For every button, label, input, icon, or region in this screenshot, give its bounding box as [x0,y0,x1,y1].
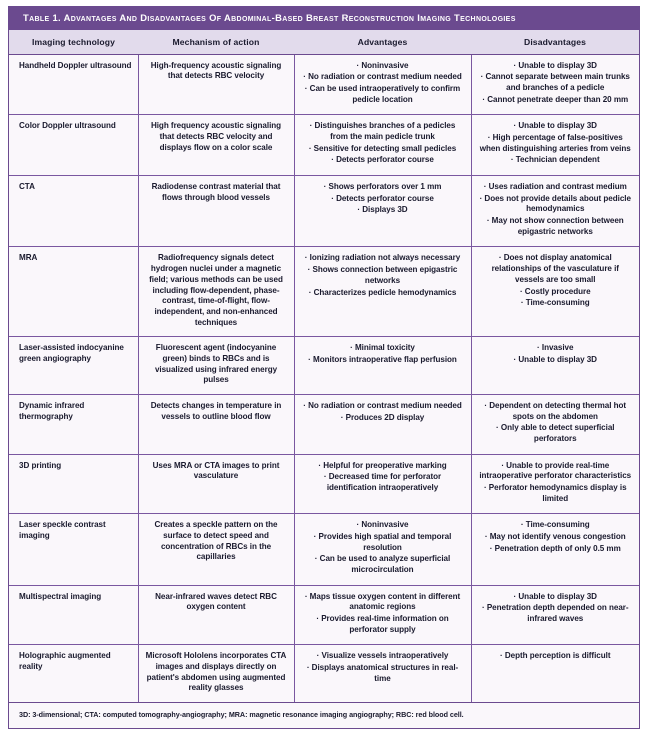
table-title: Table 1. Advantages And Disadvantages Of Abdominal-Based Breast Reconstruction Imaging Technologies [9,6,639,30]
cell-technology: Color Doppler ultrasound [9,115,138,176]
cell-advantages [294,337,471,395]
bullet-list [301,182,465,216]
bullet-list [478,343,634,365]
cell-disadvantages [471,454,639,514]
bullet-list [478,461,634,505]
bullet-item: · Displays 3D [301,205,465,216]
cell-technology: Laser-assisted indocyanine green angiography [9,337,138,395]
bullet-list [301,520,465,575]
bullet-item: · Characterizes pedicle hemodynamics [301,288,465,299]
cell-disadvantages [471,247,639,337]
bullet-item: · Only able to detect superficial perforators [478,423,634,444]
table-row [9,394,639,454]
cell-advantages [294,514,471,585]
table-row [9,247,639,337]
bullet-list [478,401,634,445]
cell-technology: MRA [9,247,138,337]
table-row [9,176,639,247]
cell-mechanism: Uses MRA or CTA images to print vasculature [138,454,294,514]
bullet-list [301,343,465,365]
bullet-list [478,121,634,166]
bullet-list [478,651,634,662]
cell-mechanism: Near-infrared waves detect RBC oxygen content [138,585,294,645]
bullet-item: · Shows connection between epigastric networks [301,265,465,286]
bullet-item: · Penetration depth of only 0.5 mm [478,544,634,555]
table-row [9,585,639,645]
bullet-list [301,461,465,494]
cell-disadvantages [471,645,639,703]
bullet-list [478,592,634,625]
table-row [9,454,639,514]
bullet-item: · High percentage of false-positives when distinguishing arteries from veins [478,133,634,154]
bullet-item: · Maps tissue oxygen content in different anatomic regions [301,592,465,613]
cell-technology: Multispectral imaging [9,585,138,645]
cell-mechanism: High-frequency acoustic signaling that detects RBC velocity [138,54,294,115]
bullet-item: · Uses radiation and contrast medium [478,182,634,193]
cell-disadvantages [471,337,639,395]
column-header-technology: Imaging technology [9,30,138,55]
bullet-item: · Minimal toxicity [301,343,465,354]
bullet-item: · Perforator hemodynamics display is limited [478,483,634,504]
cell-advantages [294,115,471,176]
table-row [9,115,639,176]
cell-mechanism: Creates a speckle pattern on the surface to detect speed and concentration of RBCs in the capillaries [138,514,294,585]
cell-disadvantages [471,54,639,115]
cell-advantages [294,645,471,703]
bullet-item: · Cannot separate between main trunks and branches of a pedicle [478,72,634,93]
table-body [9,54,639,702]
cell-advantages [294,585,471,645]
bullet-item: · No radiation or contrast medium needed [301,401,465,412]
cell-technology: Dynamic infrared thermography [9,394,138,454]
bullet-item: · Provides high spatial and temporal resolution [301,532,465,553]
bullet-list [478,182,634,237]
bullet-item: · Unable to provide real-time intraoperative perforator characteristics [478,461,634,482]
cell-advantages [294,394,471,454]
bullet-item: · Unable to display 3D [478,592,634,603]
table-row [9,645,639,703]
bullet-item: · Penetration depth depended on near-infrared waves [478,603,634,624]
cell-advantages [294,176,471,247]
bullet-item: · Provides real-time information on perforator supply [301,614,465,635]
cell-mechanism: Microsoft Hololens incorporates CTA images and displays directly on patient's abdomen using augmented reality glasses [138,645,294,703]
table-row [9,337,639,395]
cell-mechanism: High frequency acoustic signaling that detects RBC velocity and displays flow on a color scale [138,115,294,176]
cell-disadvantages [471,394,639,454]
bullet-list [301,61,465,106]
bullet-item: · Detects perforator course [301,194,465,205]
bullet-list [478,520,634,554]
bullet-item: · Does not provide details about pedicle hemodynamics [478,194,634,215]
bullet-item: · Technician dependent [478,155,634,166]
bullet-item: · Can be used intraoperatively to confirm pedicle location [301,84,465,105]
bullet-item: · No radiation or contrast medium needed [301,72,465,83]
bullet-item: · Dependent on detecting thermal hot spots on the abdomen [478,401,634,422]
cell-disadvantages [471,176,639,247]
bullet-item: · Costly procedure [478,287,634,298]
cell-technology: CTA [9,176,138,247]
bullet-list [301,592,465,636]
column-header-mechanism: Mechanism of action [138,30,294,55]
bullet-item: · Time-consuming [478,520,634,531]
bullet-item: · Noninvasive [301,520,465,531]
bullet-item: · Noninvasive [301,61,465,72]
bullet-list [301,401,465,423]
cell-mechanism: Detects changes in temperature in vessels to outline blood flow [138,394,294,454]
cell-mechanism: Radiofrequency signals detect hydrogen nuclei under a magnetic field; various methods can be used including flow-dependent, phase-contrast, time-of-flight, flow-independent, and non-enhanced techniques [138,247,294,337]
imaging-technologies-table [9,30,639,703]
bullet-item: · Detects perforator course [301,155,465,166]
bullet-item: · Distinguishes branches of a pedicles from the main pedicle trunk [301,121,465,142]
cell-disadvantages [471,115,639,176]
bullet-list [478,253,634,308]
bullet-item: · Decreased time for perforator identification intraoperatively [301,472,465,493]
bullet-item: · May not identify venous congestion [478,532,634,543]
bullet-item: · Produces 2D display [301,413,465,424]
bullet-item: · Shows perforators over 1 mm [301,182,465,193]
cell-mechanism: Fluorescent agent (indocyanine green) binds to RBCs and is visualized using infrared energy pulses [138,337,294,395]
cell-technology: Handheld Doppler ultrasound [9,54,138,115]
bullet-item: · Unable to display 3D [478,61,634,72]
bullet-item: · Depth perception is difficult [478,651,634,662]
bullet-item: · Unable to display 3D [478,121,634,132]
table-row [9,54,639,115]
table-header-row [9,30,639,55]
bullet-list [478,61,634,106]
bullet-item: · Displays anatomical structures in real-time [301,663,465,684]
cell-technology: 3D printing [9,454,138,514]
bullet-item: · Can be used to analyze superficial microcirculation [301,554,465,575]
bullet-item: · Does not display anatomical relationships of the vasculature if vessels are too small [478,253,634,285]
bullet-list [301,651,465,684]
cell-advantages [294,454,471,514]
table-row [9,514,639,585]
column-header-advantages: Advantages [294,30,471,55]
column-header-disadvantages: Disadvantages [471,30,639,55]
bullet-item: · Invasive [478,343,634,354]
bullet-list [301,121,465,166]
cell-disadvantages [471,514,639,585]
bullet-item: · Helpful for preoperative marking [301,461,465,472]
bullet-item: · May not show connection between epigastric networks [478,216,634,237]
bullet-item: · Sensitive for detecting small pedicles [301,144,465,155]
cell-technology: Laser speckle contrast imaging [9,514,138,585]
table-footnote: 3D: 3-dimensional; CTA: computed tomography-angiography; MRA: magnetic resonance imaging angiography; RBC: red blood cell. [9,703,639,729]
bullet-item: · Time-consuming [478,298,634,309]
cell-technology: Holographic augmented reality [9,645,138,703]
table-header [9,30,639,55]
cell-advantages [294,54,471,115]
table-container [8,6,640,729]
bullet-item: · Monitors intraoperative flap perfusion [301,355,465,366]
bullet-item: · Visualize vessels intraoperatively [301,651,465,662]
bullet-item: · Cannot penetrate deeper than 20 mm [478,95,634,106]
bullet-item: · Ionizing radiation not always necessary [301,253,465,264]
cell-disadvantages [471,585,639,645]
cell-advantages [294,247,471,337]
bullet-item: · Unable to display 3D [478,355,634,366]
bullet-list [301,253,465,298]
cell-mechanism: Radiodense contrast material that flows through blood vessels [138,176,294,247]
